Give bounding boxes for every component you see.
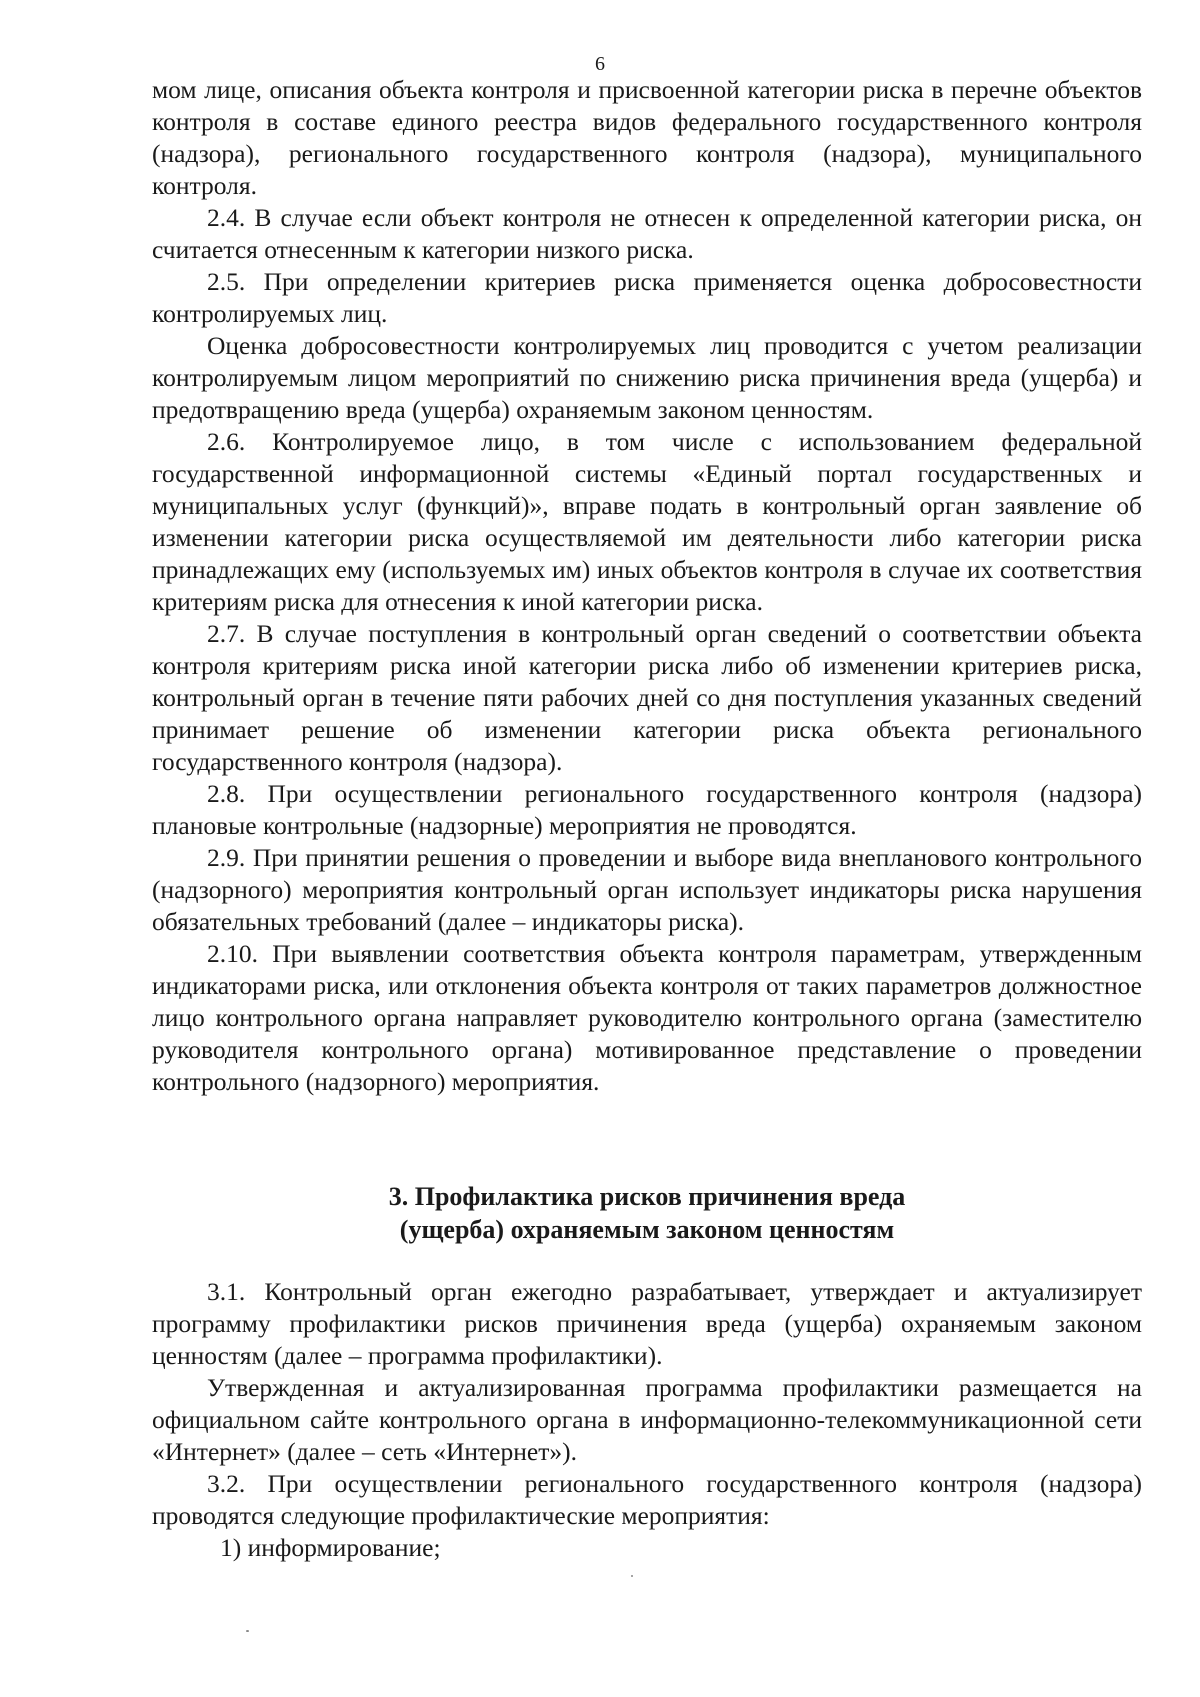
document-body bbox=[152, 74, 1142, 1098]
paragraph-2-10: 2.10. При выявлении соответствия объекта контроля параметрам, утвержденным индикаторами риска, или отклонения объекта контроля от таких параметров должностное лицо контрольного органа направляет руководителю контрольного органа (заместителю руководителя контрольного органа) мотивированное представление о проведении контрольного (надзорного) мероприятия. bbox=[152, 939, 1142, 1096]
section-heading-line2: (ущерба) охраняемым законом ценностям bbox=[399, 1215, 895, 1244]
paragraph-continuation: мом лице, описания объекта контроля и присвоенной категории риска в перечне объектов контроля в составе единого реестра видов федерального государственного контроля (надзора), регионального государственного контроля (надзора), муниципального контроля. bbox=[152, 75, 1142, 200]
paragraph-3-2: 3.2. При осуществлении регионального государственного контроля (надзора) проводятся следующие профилактические мероприятия: bbox=[152, 1469, 1142, 1530]
paragraph-2-9: 2.9. При принятии решения о проведении и выборе вида внепланового контрольного (надзорного) мероприятия контрольный орган использует индикаторы риска нарушения обязательных требований (далее – индикаторы риска). bbox=[152, 843, 1142, 936]
page-number: 6 bbox=[595, 53, 605, 75]
paragraph-assessment: Оценка добросовестности контролируемых лиц проводится с учетом реализации контролируемым лицом мероприятий по снижению риска причинения вреда (ущерба) и предотвращению вреда (ущерба) охраняемым законом ценностям. bbox=[152, 331, 1142, 424]
paragraph-published: Утвержденная и актуализированная программа профилактики размещается на официальном сайте контрольного органа в информационно-телекоммуникационной сети «Интернет» (далее – сеть «Интернет»). bbox=[152, 1373, 1142, 1466]
section-heading bbox=[152, 1180, 1142, 1246]
paragraph-2-5: 2.5. При определении критериев риска применяется оценка добросовестности контролируемых лиц. bbox=[152, 267, 1142, 328]
paragraph-2-4: 2.4. В случае если объект контроля не отнесен к определенной категории риска, он считается отнесенным к категории низкого риска. bbox=[152, 203, 1142, 264]
section-body bbox=[152, 1276, 1142, 1564]
list-item-informing: 1) информирование; bbox=[220, 1533, 441, 1562]
paragraph-2-7: 2.7. В случае поступления в контрольный орган сведений о соответствии объекта контроля критериям риска иной категории риска либо об изменении критериев риска, контрольный орган в течение пяти рабочих дней со дня поступления указанных сведений принимает решение об изменении категории риска объекта регионального государственного контроля (надзора). bbox=[152, 619, 1142, 776]
scan-speck bbox=[246, 1630, 249, 1632]
paragraph-2-8: 2.8. При осуществлении регионального государственного контроля (надзора) плановые контрольные (надзорные) мероприятия не проводятся. bbox=[152, 779, 1142, 840]
paragraph-2-6: 2.6. Контролируемое лицо, в том числе с использованием федеральной государственной информационной системы «Единый портал государственных и муниципальных услуг (функций)», вправе подать в контрольный орган заявление об изменении категории риска осуществляемой им деятельности либо категории риска принадлежащих ему (используемых им) иных объектов контроля в случае их соответствия критериям риска для отнесения к иной категории риска. bbox=[152, 427, 1142, 616]
section-heading-line1: 3. Профилактика рисков причинения вреда bbox=[388, 1182, 906, 1211]
scan-speck bbox=[631, 1575, 633, 1577]
paragraph-3-1: 3.1. Контрольный орган ежегодно разрабатывает, утверждает и актуализирует программу профилактики рисков причинения вреда (ущерба) охраняемым законом ценностям (далее – программа профилактики). bbox=[152, 1277, 1142, 1370]
